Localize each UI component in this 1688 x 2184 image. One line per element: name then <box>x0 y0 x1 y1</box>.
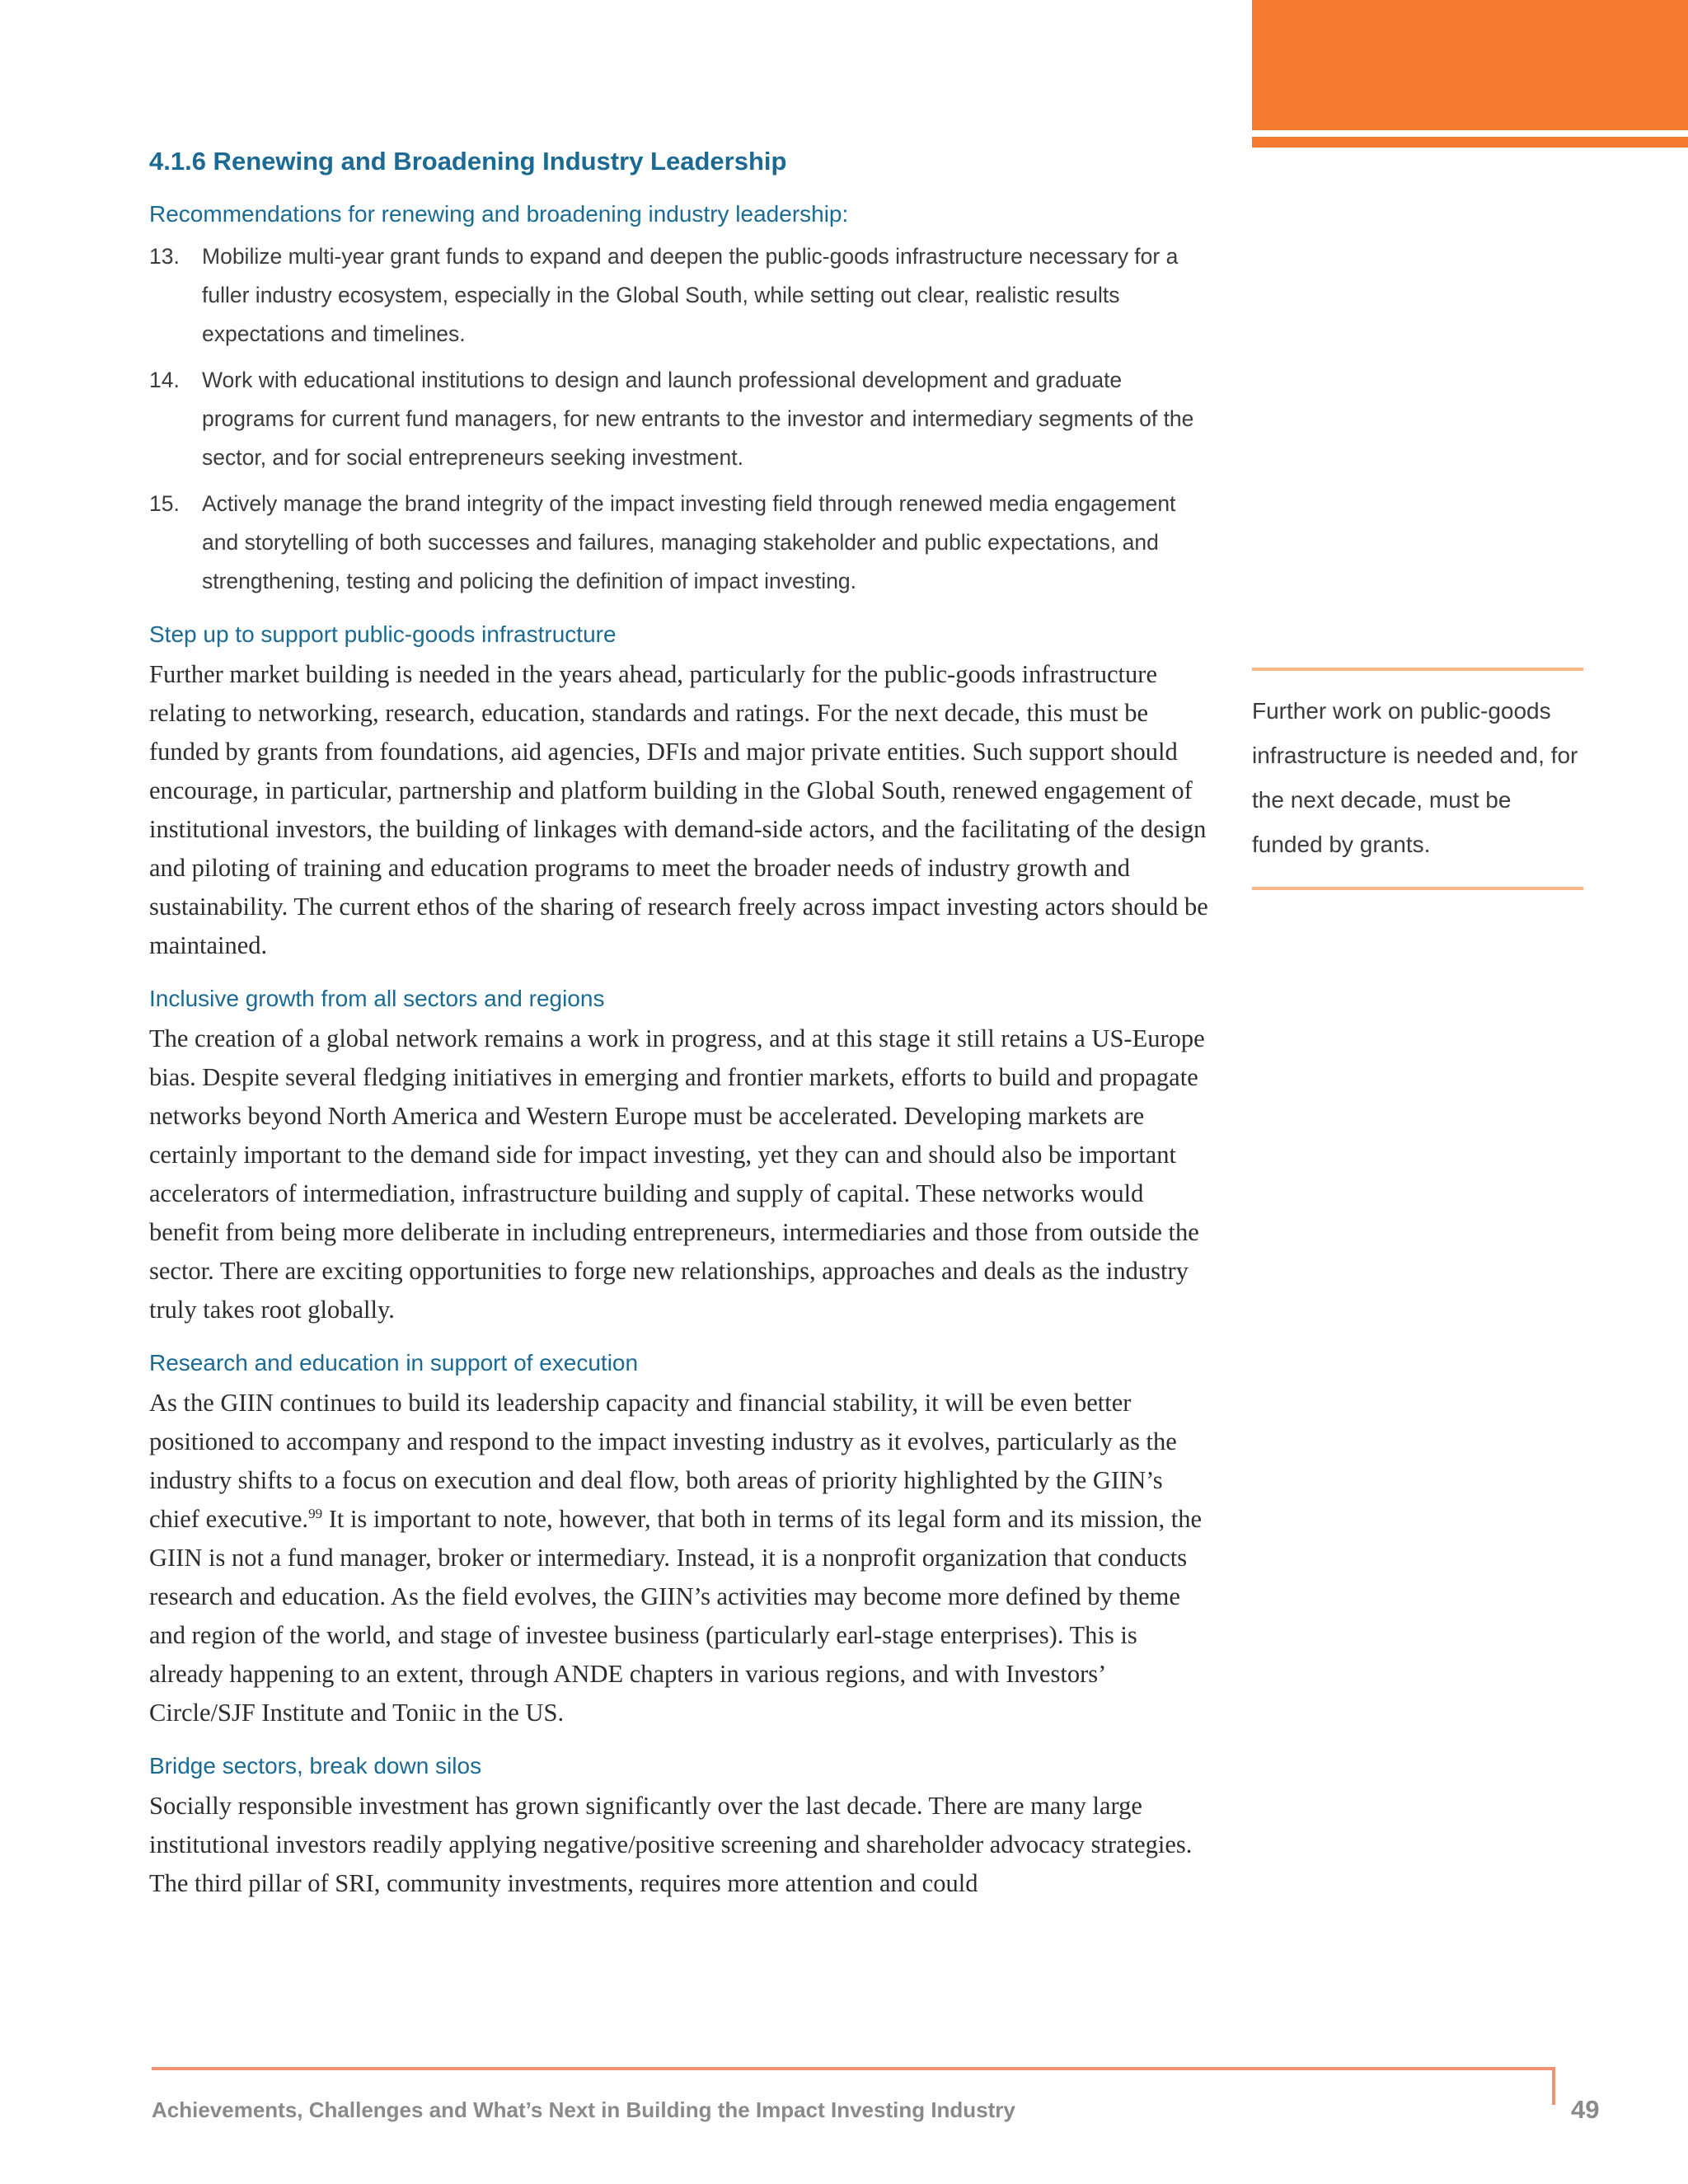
paragraph-research-education <box>149 1384 1212 1732</box>
subheading-bridge-sectors: Bridge sectors, break down silos <box>149 1753 482 1779</box>
subheading-research-education: Research and education in support of execution <box>149 1350 639 1376</box>
recommendation-number: 13. <box>149 244 180 269</box>
main-content <box>149 140 1212 1916</box>
header-orange-strip <box>1252 137 1688 148</box>
recommendation-text: Mobilize multi-year grant funds to expand and deepen the public-goods infrastructure necessary for a fuller industry ecosystem, especially in the Global South, while setting out clear, realistic results expectations and timelines. <box>202 244 1179 346</box>
footer-rule <box>152 2067 1555 2070</box>
footer-title: Achievements, Challenges and What’s Next in Building the Impact Investing Industry <box>152 2097 1015 2122</box>
recommendation-text: Work with educational institutions to design and launch professional development and graduate programs for current fund managers, for new entrants to the investor and intermediary segments of the sector, and for social entrepreneurs seeking investment. <box>202 368 1194 470</box>
paragraph-public-goods: Further market building is needed in the years ahead, particularly for the public-goods infrastructure relating to networking, research, education, standards and ratings. For the next decade, this must be funded by grants from foundations, aid agencies, DFIs and major private entities. Such support should encourage, in particular, partnership and platform building in the Global South, renewed engagement of institutional investors, the building of linkages with demand-side actors, and the facilitating of the design and piloting of training and education programs to meet the broader needs of industry growth and sustainability. The current ethos of the sharing of research freely across impact investing actors should be maintained. <box>149 660 1208 959</box>
paragraph-text: It is important to note, however, that both in terms of its legal form and its mission, the GIIN is not a fund manager, broker or intermediary. Instead, it is a nonprofit organization that conducts research and education. As the field evolves, the GIIN’s activities may become more defined by theme and region of the world, and stage of investee business (particularly earl-stage enterprises). This is already happening to an extent, through ANDE chapters in various regions, and with Investors’ Circle/SJF Institute and Toniic in the US. <box>149 1505 1203 1727</box>
page-number: 49 <box>1571 2095 1600 2124</box>
recommendation-item <box>149 361 1212 477</box>
header-orange-block <box>1252 0 1688 130</box>
section-title: 4.1.6 Renewing and Broadening Industry Leadership <box>149 147 787 176</box>
footer-rule-tick <box>1552 2067 1555 2105</box>
recommendations-heading: Recommendations for renewing and broadening industry leadership: <box>149 201 849 227</box>
recommendation-item <box>149 485 1212 601</box>
paragraph-inclusive-growth: The creation of a global network remains a work in progress, and at this stage it still retains a US-Europe bias. Despite several fledging initiatives in emerging and frontier markets, efforts to build and propagate networks beyond North America and Western Europe must be accelerated. Developing markets are certainly important to the demand side for impact investing, yet they can and should also be important accelerators of intermediation, infrastructure building and supply of capital. These networks would benefit from being more deliberate in including entrepreneurs, intermediaries and those from outside the sector. There are exciting opportunities to forge new relationships, approaches and deals as the industry truly takes root globally. <box>149 1024 1205 1324</box>
paragraph-text: As the GIIN continues to build its leadership capacity and financial stability, it will be even better positioned to accompany and respond to the impact investing industry as it evolves, particularly as the industry shifts to a focus on execution and deal flow, both areas of priority highlighted by the GIIN’s chief executive. <box>149 1389 1177 1533</box>
recommendation-item <box>149 237 1212 354</box>
subheading-public-goods: Step up to support public-goods infrastructure <box>149 621 617 647</box>
recommendation-number: 14. <box>149 368 180 392</box>
subheading-inclusive-growth: Inclusive growth from all sectors and regions <box>149 986 605 1011</box>
paragraph-bridge-sectors: Socially responsible investment has grown significantly over the last decade. There are many large institutional investors readily applying negative/positive screening and shareholder advocacy strategies. The third pillar of SRI, community investments, requires more attention and could <box>149 1792 1193 1897</box>
recommendation-number: 15. <box>149 491 180 516</box>
footnote-marker[interactable]: 99 <box>308 1505 323 1521</box>
pull-quote: Further work on public-goods infrastructure is needed and, for the next decade, must be funded by grants. <box>1252 668 1583 890</box>
recommendation-text: Actively manage the brand integrity of the impact investing field through renewed media engagement and storytelling of both successes and failures, managing stakeholder and public expectations, and strengthening, testing and policing the definition of impact investing. <box>202 491 1176 593</box>
recommendations-list <box>149 237 1212 601</box>
